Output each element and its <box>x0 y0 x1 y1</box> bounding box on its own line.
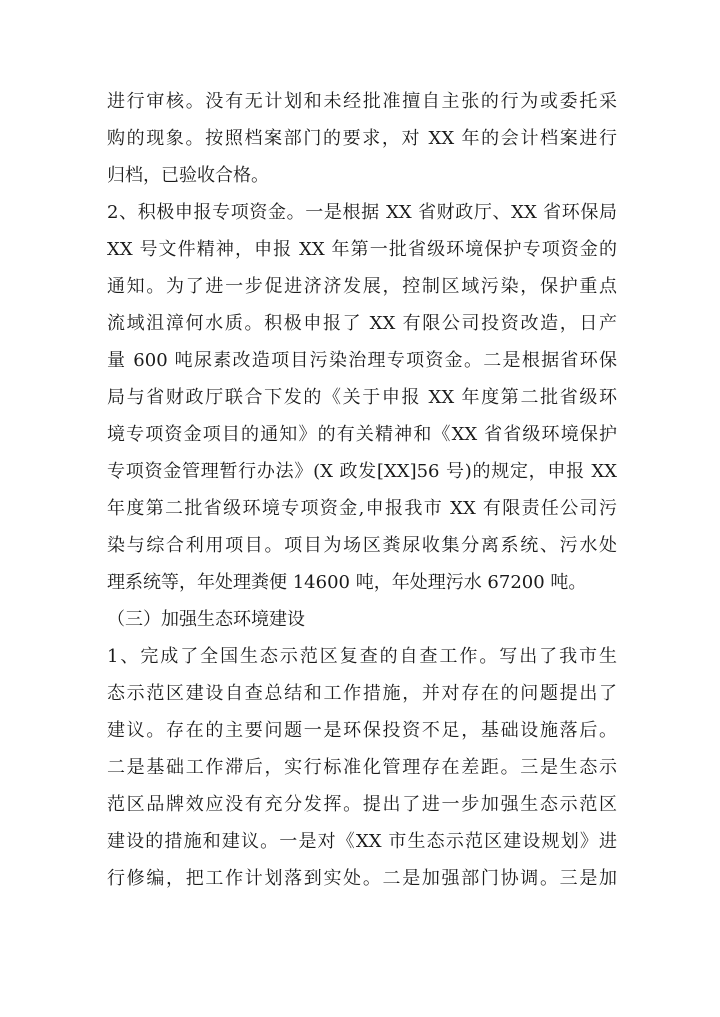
text-line: 二是基础工作滞后，实行标准化管理存在差距。三是生态示 <box>107 757 617 778</box>
text-line: 通知。为了进一步促进济济发展，控制区域污染，保护重点 <box>107 276 617 297</box>
text-line: 范区品牌效应没有充分发挥。提出了进一步加强生态示范区 <box>107 794 617 815</box>
text-line: 染与综合利用项目。项目为场区粪尿收集分离系统、污水处 <box>107 535 617 556</box>
text-line: 专项资金管理暂行办法》(X 政发[XX]56 号)的规定，申报 XX <box>107 461 617 482</box>
text-line: 1、完成了全国生态示范区复查的自查工作。写出了我市生 <box>107 646 617 667</box>
text-line: 建议。存在的主要问题一是环保投资不足，基础设施落后。 <box>107 720 617 741</box>
text-line: 局与省财政厅联合下发的《关于申报 XX 年度第二批省级环 <box>107 387 617 408</box>
text-line: 建设的措施和建议。一是对《XX 市生态示范区建设规划》进 <box>107 831 617 852</box>
text-line: 年度第二批省级环境专项资金,申报我市 XX 有限责任公司污 <box>107 498 617 519</box>
text-line: 境专项资金项目的通知》的有关精神和《XX 省省级环境保护 <box>107 424 617 445</box>
text-line: 归档，已验收合格。 <box>107 165 269 186</box>
text-line: XX 号文件精神，申报 XX 年第一批省级环境保护专项资金的 <box>107 239 617 260</box>
text-line: 行修编，把工作计划落到实处。二是加强部门协调。三是加 <box>107 868 617 889</box>
text-line: 购的现象。按照档案部门的要求，对 XX 年的会计档案进行 <box>107 128 617 149</box>
text-line: 量 600 吨尿素改造项目污染治理专项资金。二是根据省环保 <box>107 350 617 371</box>
text-line: 流域沮漳何水质。积极申报了 XX 有限公司投资改造，日产 <box>107 313 617 334</box>
section-heading: （三）加强生态环境建设 <box>107 609 305 630</box>
text-line: 进行审核。没有无计划和未经批准擅自主张的行为或委托采 <box>107 91 617 112</box>
text-line: 态示范区建设自查总结和工作措施，并对存在的问题提出了 <box>107 683 617 704</box>
text-line: 2、积极申报专项资金。一是根据 XX 省财政厅、XX 省环保局 <box>107 202 617 223</box>
text-line: 理系统等，年处理粪便 14600 吨，年处理污水 67200 吨。 <box>107 572 587 593</box>
